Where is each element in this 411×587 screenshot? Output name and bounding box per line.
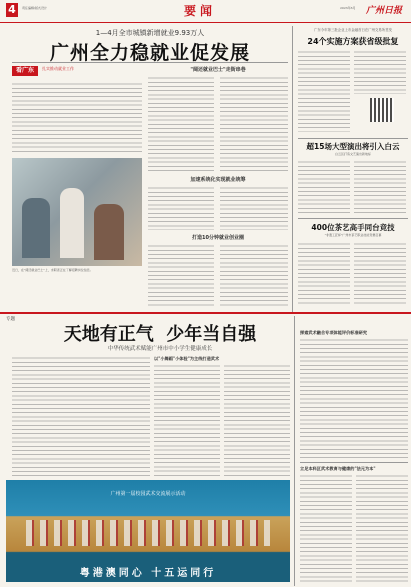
story2-body-a <box>298 160 350 214</box>
lead-photo <box>12 158 142 266</box>
lead-photo-caption: 近日，在"阔还就业巴士"上，求职者正在了解招聘岗位信息。 <box>12 268 93 272</box>
lead-subtitle-2: 加速系统化实现就业统筹 <box>190 177 246 183</box>
right-top-kicker: 广东今年第三批企业上市金融首日在广州交易所签发 <box>314 28 392 32</box>
lead-subtitle-1: "阔还就业巴士"走街串巷 <box>190 67 246 73</box>
lead-body-6 <box>148 244 214 306</box>
stamp-badge <box>12 66 38 76</box>
story2-body-b <box>354 160 406 214</box>
lead-body-1 <box>12 82 142 154</box>
story3-body-b <box>354 242 406 306</box>
lead-kicker: 1—4月全市城镇新增就业9.93万人 <box>95 29 205 37</box>
lead-subtitle-3: 打造10分钟就业创业圈 <box>192 235 244 241</box>
story2-sub: 白云区打造文艺演出新地标 <box>334 152 371 156</box>
issue-date: 2023年6月 <box>340 6 356 10</box>
right-lower-body-1 <box>300 338 408 458</box>
story1-headline: 24个实施方案获省级批复 <box>307 37 399 46</box>
feature-headline: 天地有正气 少年当自强 <box>63 324 257 345</box>
feature-separator <box>0 312 411 314</box>
lead-body-3 <box>220 76 288 172</box>
feature-photo <box>6 480 290 582</box>
right-lower-body-3 <box>356 474 408 582</box>
right-lower-heading-1: 探索武术融合专项体能评价标准研究 <box>300 330 368 335</box>
editor-credit: 责任编辑/版式设计 <box>22 6 48 10</box>
feature-tag: 专题 <box>6 317 15 322</box>
lead-body-7 <box>220 244 288 306</box>
lead-body-2 <box>148 76 214 172</box>
feature-inner-title: 以"小舞蹈"小体验"为主线打造武术 <box>154 356 220 361</box>
feature-subheadline: 中华传统武术赋能广州市中小学生健康成长 <box>107 346 213 352</box>
story3-body-a <box>298 242 350 306</box>
page-number: 4 <box>6 3 18 17</box>
right-lower-heading-2: 立足本科区武术教育与健康的"法元为本" <box>300 466 376 471</box>
paper-logo: 广州日报 <box>366 6 403 16</box>
lead-subkicker: 扎实推动就业工作 <box>42 66 74 71</box>
lead-body-5 <box>220 186 288 230</box>
right-lower-body-2 <box>300 474 352 582</box>
feature-body-1 <box>12 356 150 476</box>
qr-code <box>370 98 394 122</box>
story1-body-a <box>298 50 350 132</box>
photo-banner: 粤港澳同心 十五运同行 <box>79 568 217 579</box>
section-title: 要闻 <box>184 4 217 18</box>
photo-stage-sign: 广州第一届校园武术交流展示活动 <box>110 491 186 497</box>
feature-body-2 <box>154 364 220 476</box>
feature-body-3 <box>224 364 290 476</box>
stamp-text: 看广东 <box>15 67 34 74</box>
story3-sub: "非遗工匠杯"广州市茶艺职业技能竞赛启幕 <box>324 233 382 237</box>
page-header <box>0 0 411 23</box>
story3-headline: 400位茶艺高手同台竞技 <box>311 223 395 232</box>
lead-headline: 广州全力稳就业促发展 <box>49 42 250 64</box>
story2-headline: 超15场大型演出将引入白云 <box>306 142 400 151</box>
story1-body-b <box>354 50 406 94</box>
lead-body-4 <box>148 186 214 230</box>
